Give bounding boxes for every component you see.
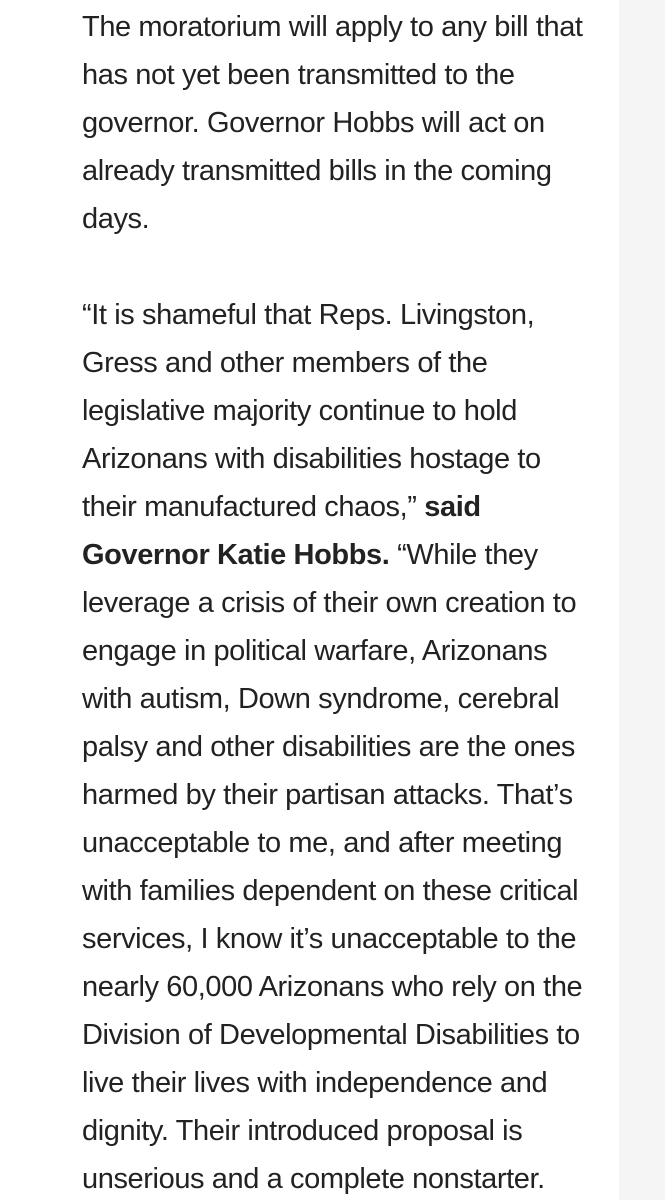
right-gutter — [619, 0, 665, 1200]
article-body — [82, 0, 602, 1200]
paragraph-moratorium: The moratorium will apply to any bill that has not yet been transmitted to the governor. Governor Hobbs will act on already transmitted bills in the coming days. — [82, 11, 583, 235]
paragraph-quote — [82, 291, 602, 1200]
quote-attribution: said Governor Katie Hobbs. — [82, 491, 481, 571]
quote-part-1: “It is shameful that Reps. Livingston, Gress and other members of the legislative majority continue to hold Arizonans with disabilities hostage to their manufactured chaos,” — [82, 299, 541, 523]
quote-part-2: “While they leverage a crisis of their own creation to engage in political warfare, Arizonans with autism, Down syndrome, cerebral palsy and other disabilities are the ones harmed by their partisan attacks. That’s unacceptable to me, and after meeting with families dependent on these critical services, I know it’s unacceptable to the nearly 60,000 Arizonans who rely on the Division of Developmental Disabilities to live their lives with independence and dignity. Their introduced proposal is unserious and a complete nonstarter. — [82, 539, 583, 1195]
